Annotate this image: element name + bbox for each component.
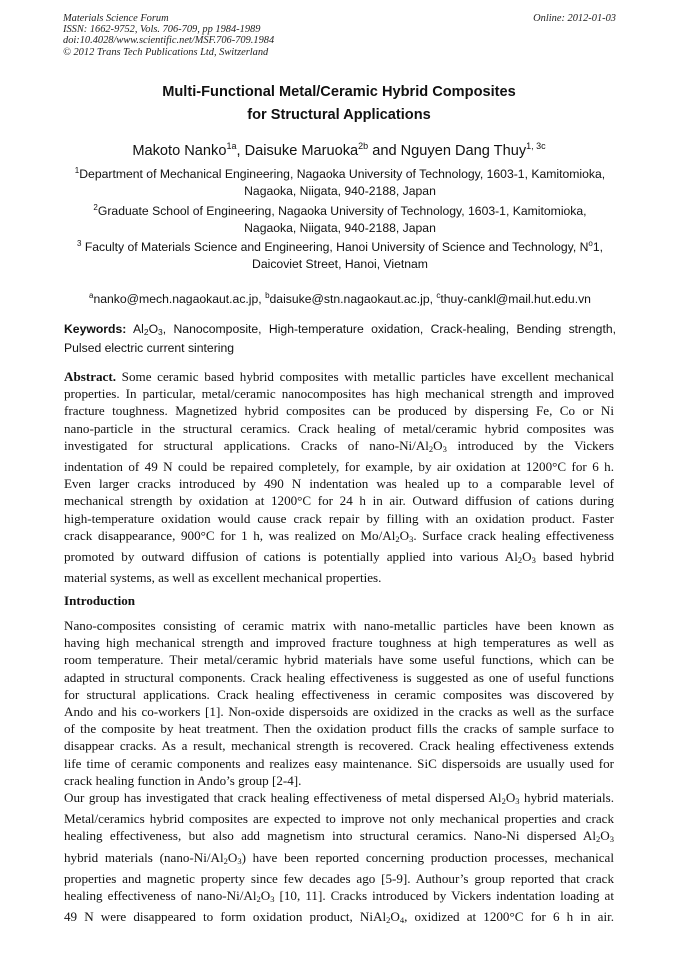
- subscript: 2: [517, 555, 523, 566]
- author-separator: and: [368, 142, 401, 159]
- subscript: 3: [237, 855, 242, 866]
- abstract-text: investigated for structural applications. Cracks of nano-Ni/Al: [64, 437, 429, 453]
- abstract-label: Abstract.: [64, 369, 116, 384]
- subscript: 2: [428, 443, 434, 454]
- email-mark: b: [265, 291, 270, 300]
- body-text: O: [260, 888, 271, 904]
- email-link[interactable]: daisuke@stn.nagaokaut.ac.jp,: [269, 292, 437, 307]
- body-text: hybrid materials (nano-Ni/Al: [64, 849, 224, 865]
- body-text: Ando and his co-workers [1]. Non-oxide dispersoids are oxidized in the cracks as well as the surface: [64, 704, 614, 720]
- affiliation-3: [64, 235, 616, 273]
- author-affiliation-mark: 1, 3c: [526, 141, 546, 151]
- introduction-body: [64, 617, 614, 929]
- body-text: ) have been reported concerning production processes, mechanical: [241, 849, 614, 865]
- section-heading: Introduction: [64, 593, 136, 608]
- affiliation-text: 1,: [592, 240, 604, 255]
- author-affiliation-mark: 2b: [358, 141, 369, 151]
- body-text: for structural applications. Crack healing effectiveness in ceramic composites was discovered by: [64, 686, 614, 702]
- email-link[interactable]: thuy-cankl@mail.hut.edu.vn: [440, 292, 591, 307]
- keyword-text: , Nanocomposite, High-temperature oxidation, Crack-healing, Bending strength,: [162, 322, 616, 336]
- affiliation-2: [64, 199, 616, 237]
- body-text: healing effectiveness of nano-Ni/Al: [64, 888, 257, 904]
- affiliation-text: Faculty of Materials Science and Engineering, Hanoi University of Science and Technology, N: [81, 240, 589, 255]
- email-mark: a: [89, 291, 94, 300]
- ordinal-mark: o: [588, 239, 593, 248]
- affiliation-text: Department of Mechanical Engineering, Nagaoka University of Technology, 1603-1, Kamitomioka,: [79, 167, 606, 182]
- abstract: [64, 368, 614, 586]
- keyword-text: Pulsed electric current sintering: [64, 341, 235, 355]
- abstract-text: material systems, as well as excellent mechanical properties.: [64, 570, 382, 586]
- body-text: 49 N were disappeared to form oxidation product, NiAl: [64, 909, 387, 925]
- subscript: 3: [515, 796, 520, 807]
- body-text: hybrid materials.: [519, 790, 614, 806]
- subscript: 3: [270, 894, 275, 905]
- body-text: healing effectiveness, but also add magnetism into structural ceramics. Nano-Ni dispersed Al: [64, 828, 597, 844]
- body-text: , oxidized at 1200°C for 6 h in air.: [404, 909, 615, 925]
- journal-name: Materials Science Forum: [63, 13, 169, 24]
- abstract-text: Even larger cracks introduced by 490 N indentation was healed up to a comparable level of: [64, 476, 614, 492]
- abstract-text: mechanical strength by oxidation at 1200°C for 24 h in air. Outward diffusion of cations during: [64, 493, 614, 509]
- body-text: O: [390, 909, 400, 925]
- subscript: 2: [386, 915, 391, 926]
- body-text: of the composite by heat treatment. Then the oxidation product fills the cracks of sample surface to: [64, 721, 614, 737]
- affiliation-mark: 3: [76, 239, 82, 248]
- keyword-text: O: [148, 322, 159, 336]
- body-text: room temperature. Their metal/ceramic hybrid materials have some useful functions, which can be: [64, 652, 614, 668]
- subscript: 3: [531, 555, 536, 566]
- journal-doi: doi:10.4028/www.scientific.net/MSF.706-709.1984: [63, 35, 275, 47]
- online-date: Online: 2012-01-03: [533, 13, 616, 24]
- abstract-text: O: [399, 527, 410, 543]
- author-separator: ,: [236, 142, 245, 159]
- subscript: 3: [609, 834, 614, 845]
- body-text: crack healing function in Ando’s group [2-4].: [64, 772, 302, 788]
- abstract-text: nano-particle in the structural ceramics. Crack healing of metal/ceramic hybrid composites was: [64, 420, 614, 436]
- author-name: Daisuke Maruoka: [244, 142, 359, 159]
- subscript: 2: [395, 533, 400, 544]
- body-text: O: [600, 828, 610, 844]
- abstract-text: promoted by outward diffusion of cations is potentially applied into various Al: [64, 549, 518, 565]
- abstract-text: fracture toughness. Magnetized hybrid composites can be produced by dispersing Fe, Co or Ni: [64, 403, 614, 419]
- journal-header: [63, 13, 616, 58]
- abstract-text: based hybrid: [535, 549, 615, 565]
- subscript: 4: [399, 915, 405, 926]
- body-text: adapted in structural components. Crack healing effectiveness is suggested as one of useful functions: [64, 669, 614, 685]
- journal-issn: ISSN: 1662-9752, Vols. 706-709, pp 1984-1989: [63, 24, 261, 36]
- abstract-text: O: [433, 437, 443, 453]
- keywords-block: [64, 321, 616, 356]
- abstract-text: introduced by the Vickers: [446, 437, 614, 453]
- subscript: 2: [596, 834, 601, 845]
- subscript: 3: [442, 443, 447, 454]
- keywords-label: Keywords:: [64, 322, 127, 336]
- subscript: 2: [223, 855, 228, 866]
- paper-title-line-2: for Structural Applications: [247, 107, 431, 123]
- body-text: life time of ceramic components and realizes easy maintenance. SiC dispersoids are usually used for: [64, 755, 614, 771]
- body-text: Nano-composites consisting of ceramic matrix with nano-metallic particles have been known as: [64, 618, 614, 633]
- body-text: having high mechanical strength and improved fracture toughness at high temperatures as well as: [64, 635, 614, 651]
- email-mark: c: [436, 291, 441, 300]
- keyword-text: Al: [126, 322, 144, 336]
- abstract-text: high-temperature oxidation would cause crack repair by filling with an oxidation product. Faster: [64, 510, 614, 526]
- abstract-text: crack disappearance, 900°C for 1 h, was realized on Mo/Al: [64, 527, 396, 543]
- abstract-text: O: [522, 549, 532, 565]
- body-text: properties and magnetic property since few decades ago [5-9]. Authour’s group reported that crack: [64, 870, 614, 886]
- subscript: 3: [409, 533, 414, 544]
- journal-copyright: © 2012 Trans Tech Publications Ltd, Switzerland: [63, 46, 269, 58]
- email-link[interactable]: nanko@mech.nagaokaut.ac.jp,: [93, 292, 266, 307]
- affiliation-text: Daicoviet Street, Hanoi, Vietnam: [252, 257, 428, 272]
- affiliation-text: Nagaoka, Niigata, 940-2188, Japan: [244, 221, 436, 236]
- affiliation-text: Graduate School of Engineering, Nagaoka University of Technology, 1603-1, Kamitomioka,: [97, 204, 587, 219]
- abstract-text: indentation of 49 N could be repaired completely, for example, by air oxidation at 1200°C for 6 h.: [64, 459, 614, 475]
- body-text: Our group has investigated that crack healing effectiveness of metal dispersed Al: [64, 790, 502, 806]
- affiliation-mark: 2: [93, 203, 98, 212]
- subscript: 2: [501, 796, 506, 807]
- abstract-text: Some ceramic based hybrid composites with metallic particles have excellent mechanical: [116, 369, 614, 384]
- author-name: Nguyen Dang Thuy: [400, 142, 527, 159]
- affiliation-text: Nagaoka, Niigata, 940-2188, Japan: [244, 184, 436, 199]
- author-list: [0, 137, 678, 160]
- body-text: O: [505, 790, 516, 806]
- affiliation-1: [64, 162, 616, 200]
- abstract-text: properties. In particular, metal/ceramic nanocomposites has high mechanical strength and improved: [64, 386, 614, 402]
- abstract-text: . Surface crack healing effectiveness: [413, 527, 615, 543]
- body-text: [10, 11]. Cracks introduced by Vickers indentation loading at: [274, 888, 614, 904]
- body-text: Metal/ceramics hybrid composites are expected to improve not only mechanical properties and crack: [64, 811, 614, 827]
- subscript: 3: [158, 327, 163, 337]
- author-name: Makoto Nanko: [132, 142, 227, 159]
- author-emails: [64, 287, 616, 308]
- author-affiliation-mark: 1a: [226, 141, 237, 151]
- body-text: disappear cracks. As a result, mechanical strength is recovered. Crack healing effectiveness extends: [64, 738, 614, 754]
- paper-title-line-1: Multi-Functional Metal/Ceramic Hybrid Composites: [162, 84, 516, 100]
- body-text: O: [227, 849, 238, 865]
- subscript: 2: [143, 327, 149, 337]
- affiliation-mark: 1: [74, 166, 80, 175]
- subscript: 2: [256, 894, 261, 905]
